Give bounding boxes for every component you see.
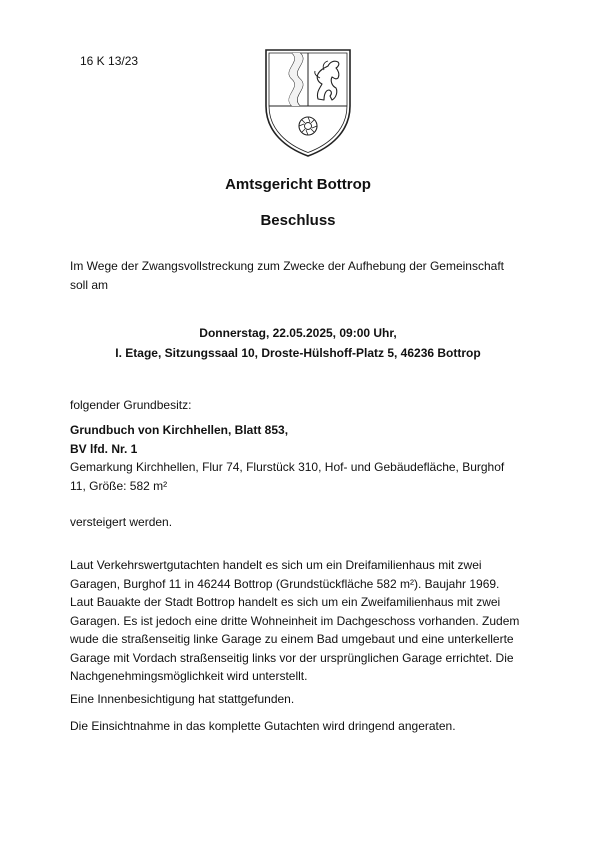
intro-line: soll am [70, 277, 109, 292]
court-name: Amtsgericht Bottrop [225, 176, 371, 193]
intro-line: Im Wege der Zwangsvollstreckung zum Zwecke der Aufhebung der Gemeinschaft [70, 259, 504, 273]
appointment-block [0, 323, 596, 363]
land-register: Grundbuch von Kirchhellen, Blatt 853, [70, 423, 289, 437]
details-paragraph [70, 556, 540, 686]
details-line: Laut Bauakte der Stadt Bottrop handelt es sich um ein Zweifamilienhaus mit zwei [70, 595, 501, 609]
property-block [70, 421, 540, 495]
intro-paragraph [70, 257, 540, 294]
details-line: wude die straßenseitig linke Garage zu einem Bad umgebaut und eine unterkellerte [70, 632, 514, 646]
appointment-date-time: Donnerstag, 22.05.2025, 09:00 Uhr, [199, 326, 397, 340]
details-line: Garage mit Vordach straßenseitig links vor der ursprünglichen Garage errichtet. Die [70, 650, 514, 665]
document-title: Beschluss [260, 212, 336, 229]
details-line: Garagen, Burghof 11 in 46244 Bottrop (Grundstückfläche 582 m²). Baujahr 1969. [70, 576, 500, 591]
property-description-line: 11, Größe: 582 m² [70, 478, 168, 493]
details-line: Garagen. Es ist jedoch eine dritte Wohneinheit im Dachgeschoss vorhanden. Zudem [70, 613, 520, 628]
case-number: 16 K 13/23 [80, 54, 139, 68]
recommendation-note: Die Einsichtnahme in das komplette Gutachten wird dringend angeraten. [70, 719, 456, 733]
nrw-coat-of-arms-icon [258, 44, 358, 160]
auction-note: versteigert werden. [70, 515, 173, 529]
details-line: Nachgenehmingsmöglichkeit wird unterstellt. [70, 669, 308, 683]
inventory-number: BV lfd. Nr. 1 [70, 441, 138, 456]
property-description-line: Gemarkung Kirchhellen, Flur 74, Flurstück 310, Hof- und Gebäudefläche, Burghof [70, 460, 505, 474]
inspection-note: Eine Innenbesichtigung hat stattgefunden. [70, 692, 295, 706]
property-heading: folgender Grundbesitz: [70, 398, 192, 412]
appointment-location: I. Etage, Sitzungssaal 10, Droste-Hülshoff-Platz 5, 46236 Bottrop [115, 346, 481, 360]
details-line: Laut Verkehrswertgutachten handelt es sich um ein Dreifamilienhaus mit zwei [70, 558, 482, 572]
